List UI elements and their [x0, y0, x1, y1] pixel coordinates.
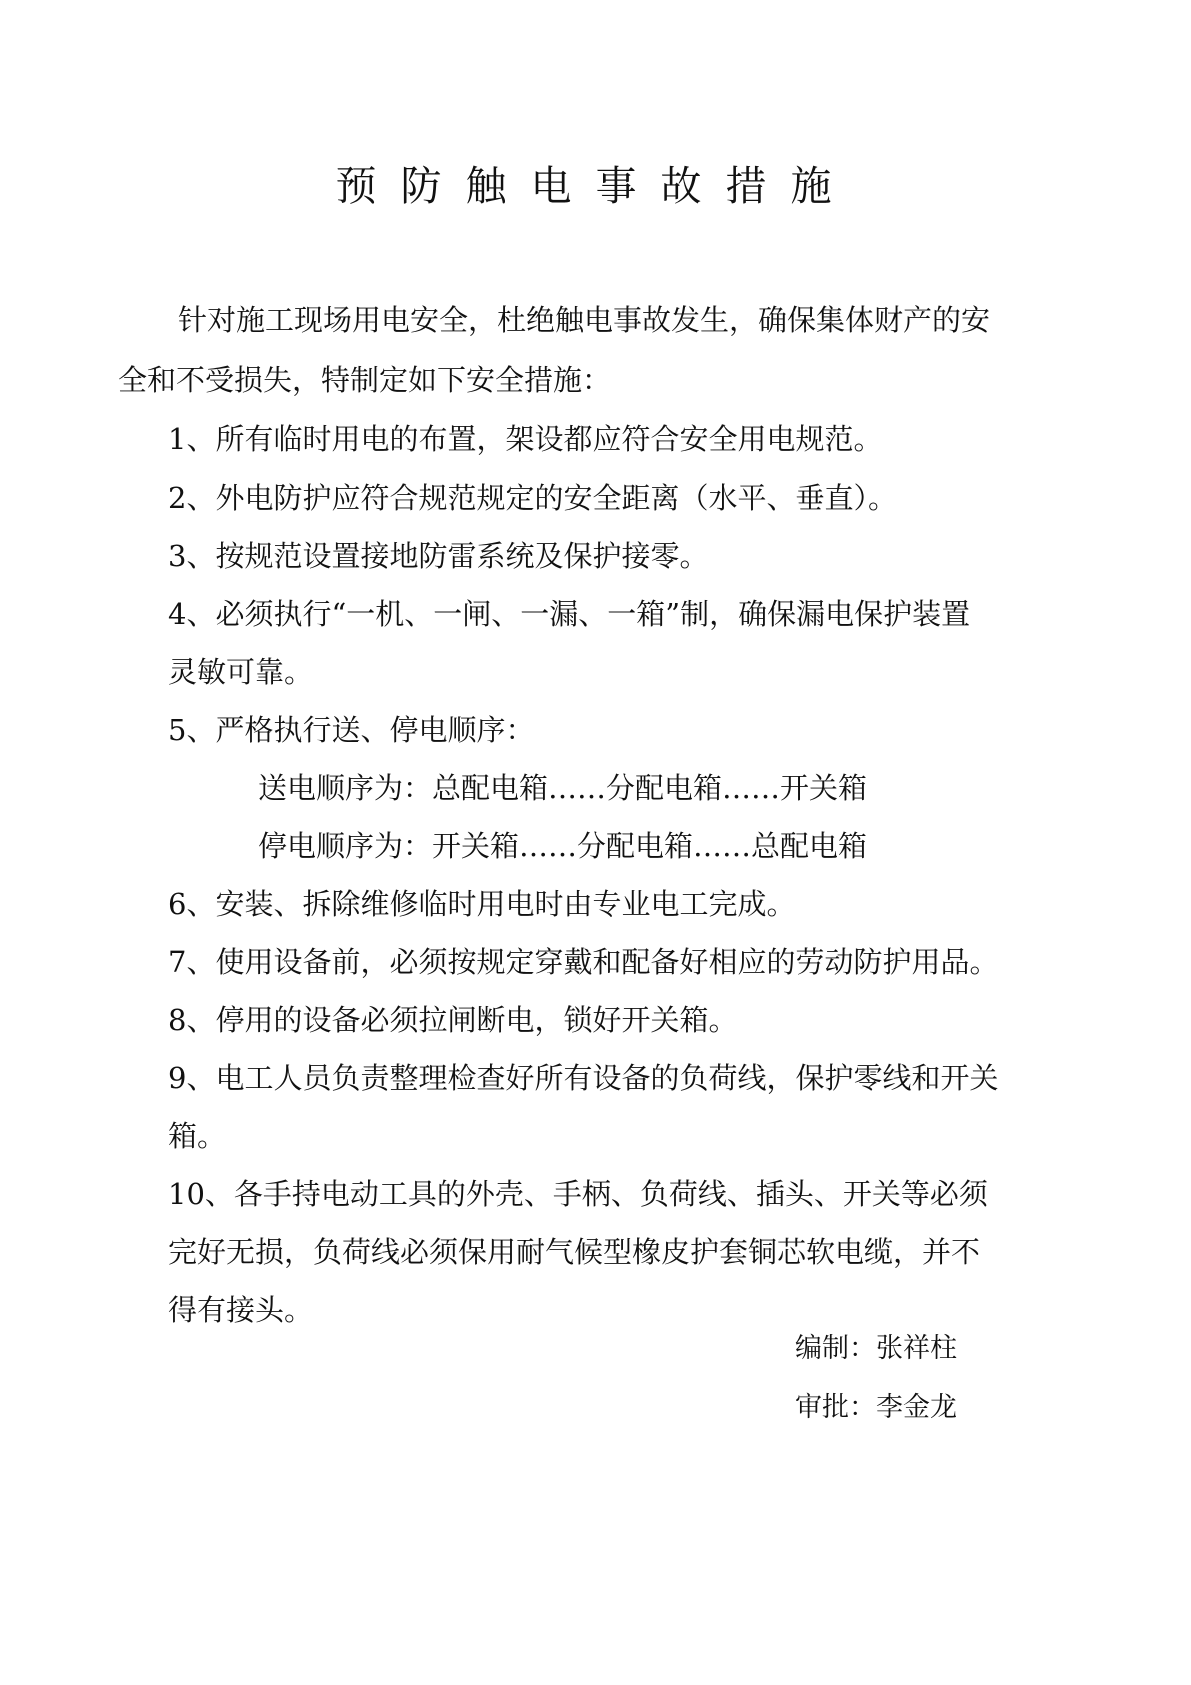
item-4-line-2: 灵敏可靠。 — [168, 655, 314, 689]
item-2: 2、外电防护应符合规范规定的安全距离（水平、垂直）。 — [168, 481, 897, 515]
item-3: 3、按规范设置接地防雷系统及保护接零。 — [168, 539, 709, 573]
approved-by: 审批：李金龙 — [795, 1392, 957, 1423]
item-10-line-2: 完好无损，负荷线必须保用耐气候型橡皮护套铜芯软电缆，并不 — [168, 1235, 981, 1269]
item-1: 1、所有临时用电的布置，架设都应符合安全用电规范。 — [168, 422, 883, 456]
item-9-line-1: 9、电工人员负责整理检查好所有设备的负荷线，保护零线和开关 — [168, 1061, 999, 1095]
intro-line-1: 针对施工现场用电安全，杜绝触电事故发生，确保集体财产的安 — [178, 303, 991, 337]
item-8: 8、停用的设备必须拉闸断电，锁好开关箱。 — [168, 1003, 738, 1037]
power-on-sequence: 送电顺序为：总配电箱……分配电箱……开关箱 — [258, 771, 868, 805]
item-10-line-1: 10、各手持电动工具的外壳、手柄、负荷线、插头、开关等必须 — [168, 1177, 988, 1211]
item-10-line-3: 得有接头。 — [168, 1293, 314, 1327]
power-off-sequence: 停电顺序为：开关箱……分配电箱……总配电箱 — [258, 829, 868, 863]
item-6: 6、安装、拆除维修临时用电时由专业电工完成。 — [168, 887, 796, 921]
item-4-line-1: 4、必须执行“一机、一闸、一漏、一箱”制，确保漏电保护装置 — [168, 597, 971, 631]
item-9-line-2: 箱。 — [168, 1119, 227, 1153]
item-7: 7、使用设备前，必须按规定穿戴和配备好相应的劳动防护用品。 — [168, 945, 999, 979]
intro-line-2: 全和不受损失，特制定如下安全措施： — [118, 363, 612, 397]
document-title: 预防触电事故措施 — [335, 162, 856, 210]
item-5: 5、严格执行送、停电顺序： — [168, 713, 535, 747]
compiled-by: 编制：张祥柱 — [795, 1333, 957, 1364]
